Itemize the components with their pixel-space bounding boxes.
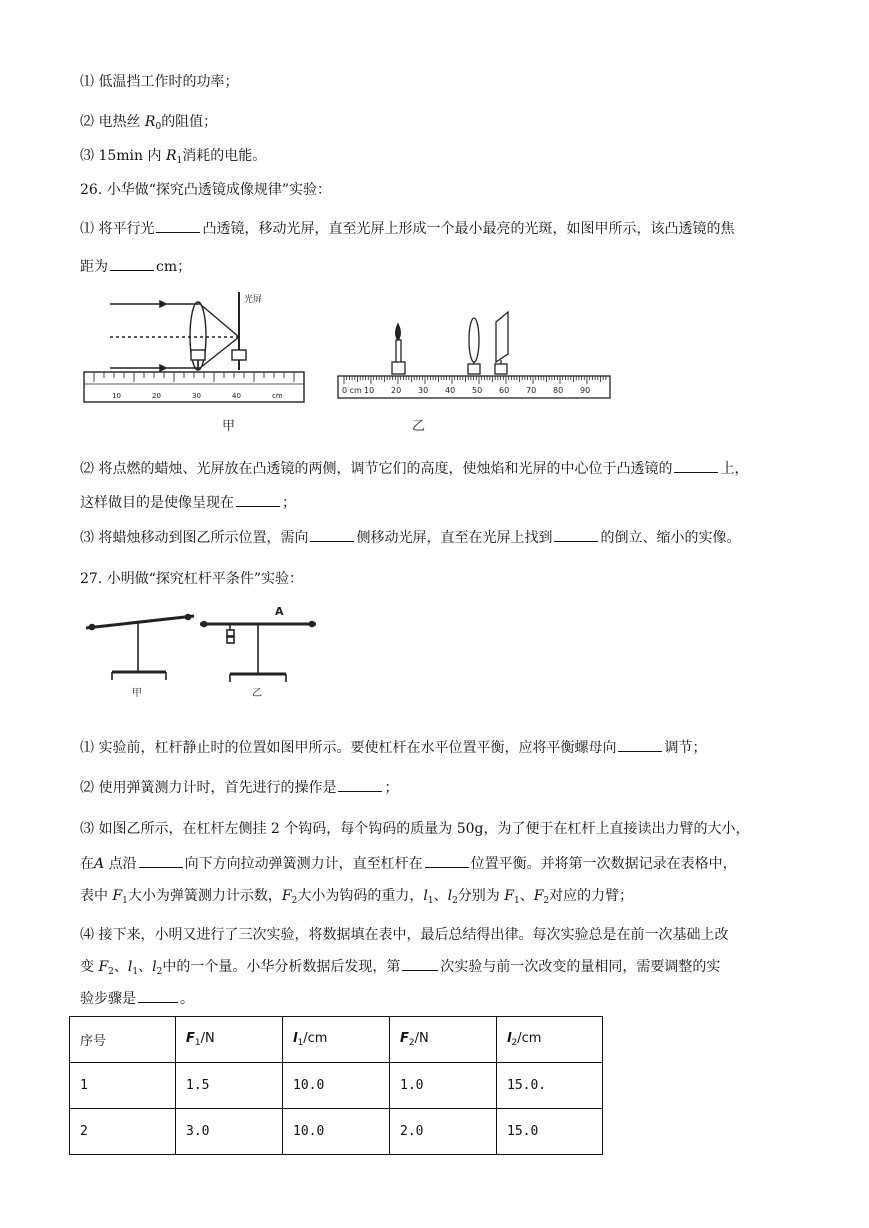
answer-blank[interactable] — [156, 220, 200, 233]
candle-holder-icon — [392, 362, 405, 374]
q27-item-3-text-i: 、 — [433, 888, 448, 904]
q25-item-2 — [80, 113, 217, 136]
var-l1: l — [127, 959, 133, 975]
q27-item-3-text-m: 对应的力臂； — [549, 888, 634, 904]
q27-item-4-text-b: 变 — [80, 959, 99, 975]
var-f1: F — [112, 888, 123, 904]
arrow-head-icon — [160, 301, 166, 307]
ruler-tick-label: 10 — [364, 386, 375, 395]
ruler-tick-label: 60 — [499, 386, 510, 395]
candle-icon — [396, 340, 401, 364]
q26-item-2-line-2 — [80, 494, 296, 512]
ruler-tick-label: 40 — [445, 386, 456, 395]
answer-blank[interactable] — [425, 855, 469, 868]
balance-nut-icon — [310, 622, 315, 627]
q25-item-3-text-a: ⑶ 15min 内 — [80, 148, 166, 164]
ruler-tick-label: 20 — [391, 386, 402, 395]
table-cell: 10.0 — [283, 1109, 390, 1155]
var-sub: 2 — [156, 967, 163, 977]
hook-weight-icon — [227, 630, 234, 636]
var-sub: 1 — [122, 896, 128, 906]
q27-title: 27. 小明做“探究杠杆平条件”实验： — [80, 571, 304, 587]
table-cell: 2 — [70, 1109, 176, 1155]
ruler-tick-label: 0 cm — [342, 386, 362, 395]
q25-item-1: ⑴ 低温挡工作时的功率； — [80, 74, 239, 90]
q26-item-2-line-1 — [80, 460, 748, 478]
arrow-head-icon — [160, 365, 166, 371]
balance-nut-icon — [186, 615, 191, 620]
q26-title: 26. 小华做“探究凸透镜成像规律”实验： — [80, 182, 332, 198]
q27-item-4-line-1: ⑷ 接下来，小明又进行了三次实验，将数据填在表中，最后总结得出律。每次实验总是在前一次基础上改 — [80, 927, 729, 943]
q27-item-4-text-g: 验步骤是 — [80, 991, 136, 1007]
ruler-tick-label: 40 — [232, 392, 241, 400]
q25-item-2-sub: 0 — [155, 122, 162, 132]
var-l1: l — [423, 888, 428, 904]
var-sub: 2 — [108, 967, 114, 977]
answer-blank[interactable] — [310, 529, 354, 542]
answer-blank[interactable] — [554, 529, 598, 542]
var-l2: l — [152, 959, 157, 975]
q27-item-2-text-b: ； — [384, 780, 399, 796]
hook-weight-icon — [227, 637, 234, 643]
q27-item-4-line-2 — [80, 958, 720, 981]
q26-item-1-text-b: 凸透镜，移动光屏，直至光屏上形成一个最小最亮的光斑，如图甲所示，该凸透镜的焦 — [202, 221, 735, 237]
q25-item-3-text-b: 消耗的电能。 — [182, 148, 267, 164]
q27-item-1 — [80, 739, 706, 757]
ruler-ticks — [344, 376, 606, 384]
figure-label-yi: 乙 — [412, 419, 426, 434]
answer-blank[interactable] — [338, 779, 382, 792]
q27-item-3-text-e: 位置平衡。并将第一次数据记录在表格中， — [470, 856, 737, 872]
figure-label-jia: 甲 — [222, 419, 236, 434]
data-table — [69, 1016, 603, 1155]
q27-item-3-text-g: 大小为弹簧测力计示数， — [127, 888, 282, 904]
q26-item-3 — [80, 529, 740, 547]
q27-item-3-text-b: 在 — [80, 856, 94, 872]
var-sub: 1 — [513, 896, 520, 906]
table-header-cell: $l_2/cm$ — [497, 1017, 603, 1063]
q27-item-3-text-h: 大小为钩码的重力， — [297, 888, 424, 904]
table-cell: 10.0 — [283, 1063, 390, 1109]
var-sub: 2 — [543, 896, 550, 906]
ruler-tick-label: 80 — [553, 386, 564, 395]
q27-item-4-line-3 — [80, 990, 194, 1008]
q25-item-2-text-a: ⑵ 电热丝 — [80, 114, 145, 130]
q25-item-3-var: R — [165, 148, 177, 164]
lever-figure — [82, 600, 332, 700]
var-f2: F — [533, 888, 544, 904]
ruler-tick-label: 10 — [112, 392, 121, 400]
table-cell: 1.0 — [390, 1063, 497, 1109]
table-header-cell: $F_2/N$ — [390, 1017, 497, 1063]
screen-holder-icon — [495, 364, 507, 374]
q27-item-4-text-e: 中的一个量。小华分析数据后发现，第 — [162, 959, 401, 975]
q25-item-3-sub: 1 — [176, 156, 183, 166]
lens-figure-jia — [82, 290, 308, 440]
figure-label-jia: 甲 — [132, 688, 142, 699]
q27-item-3-line-3 — [80, 887, 633, 910]
q26-item-1-text-a: ⑴ 将平行光 — [80, 221, 155, 237]
table-cell: 2.0 — [390, 1109, 497, 1155]
q27-item-3-text-j: 分别为 — [457, 888, 505, 904]
answer-blank[interactable] — [236, 494, 280, 507]
ruler-tick-label: 50 — [472, 386, 483, 395]
lens-holder-icon — [468, 364, 480, 374]
q27-item-1-text-b: 调节； — [664, 740, 707, 756]
table-cell: 1.5 — [176, 1063, 283, 1109]
answer-blank[interactable] — [618, 739, 662, 752]
table-cell: 15.0 — [497, 1109, 603, 1155]
answer-blank[interactable] — [402, 958, 438, 971]
q27-item-4-text-f: 次实验与前一次改变的量相同，需要调整的实 — [440, 959, 721, 975]
q25-item-2-text-b: 的阻值； — [161, 114, 218, 130]
q27-item-2-text-a: ⑵ 使用弹簧测力计时，首先进行的操作是 — [80, 780, 337, 796]
figure-label-yi: 乙 — [252, 688, 262, 699]
q27-item-3-text-k: 、 — [519, 888, 534, 904]
q25-item-2-var: R — [144, 114, 156, 130]
q26-item-3-text-c: 的倒立、缩小的实像。 — [600, 530, 741, 546]
answer-blank[interactable] — [674, 460, 718, 473]
table-header-cell: $F_1/N$ — [176, 1017, 283, 1063]
q27-item-4-text-h: 。 — [180, 991, 194, 1007]
ruler-tick-label: 90 — [580, 386, 591, 395]
q27-item-3-text-f: 表中 — [80, 888, 113, 904]
q26-item-1-line-2 — [80, 258, 191, 276]
point-a-label: A — [275, 605, 284, 618]
var-sub: 2 — [291, 896, 298, 906]
lever-bar-tilted — [86, 616, 194, 628]
q25-item-3 — [80, 147, 266, 170]
q26-item-1-text-c: 距为 — [80, 259, 108, 275]
q27-item-4-text-c: 、 — [113, 959, 128, 975]
balance-nut-icon — [202, 622, 207, 627]
lens-holder-icon — [191, 350, 205, 360]
answer-blank[interactable] — [139, 855, 183, 868]
q26-item-3-text-b: 侧移动光屏，直至在光屏上找到 — [356, 530, 553, 546]
q26-item-3-text-a: ⑶ 将蜡烛移动到图乙所示位置，需向 — [80, 530, 309, 546]
table-cell: 15.0. — [497, 1063, 603, 1109]
balance-nut-icon — [90, 625, 95, 630]
q27-item-4-text-d: 、 — [138, 959, 153, 975]
q26-item-1-text-d: cm； — [156, 259, 192, 275]
table-header-cell: 序号 — [70, 1017, 176, 1063]
var-f2: F — [98, 959, 109, 975]
q27-item-2 — [80, 779, 398, 797]
q27-item-3-text-d: 向下方向拉动弹簧测力计，直至杠杆在 — [184, 856, 423, 872]
table-cell: 3.0 — [176, 1109, 283, 1155]
candle-flame-icon — [396, 324, 401, 340]
q27-item-3-line-2 — [80, 855, 737, 873]
ruler-tick-label: 20 — [152, 392, 161, 400]
q26-item-2-text-b: 上， — [720, 461, 749, 477]
ruler-tick-label: 70 — [526, 386, 537, 395]
table-header-cell: $l_1/cm$ — [283, 1017, 390, 1063]
ruler-tick-label: 30 — [192, 392, 201, 400]
q26-item-2-text-c: 这样做目的是使像呈现在 — [80, 495, 234, 511]
q26-item-1-line-1 — [80, 220, 734, 238]
screen-icon — [496, 312, 508, 362]
var-l2: l — [447, 888, 453, 904]
var-f1: F — [504, 888, 514, 904]
ruler-tick-label: cm — [272, 392, 283, 400]
q27-item-3-line-1: ⑶ 如图乙所示，在杠杆左侧挂 2 个钩码，每个钩码的质量为 50g，为了便于在杠杆上直接读出力臂的大小， — [80, 821, 750, 837]
var-sub: 2 — [452, 896, 458, 906]
q27-item-3-text-c: 点沿 — [104, 856, 137, 872]
convex-lens-icon — [469, 318, 479, 362]
screen-holder-icon — [232, 350, 246, 360]
table-row — [70, 1109, 603, 1155]
screen-label: 光屏 — [244, 295, 263, 305]
var-sub: 1 — [132, 967, 139, 977]
ruler-tick-label: 30 — [418, 386, 429, 395]
q27-item-3-point-var: A — [94, 856, 105, 872]
table-cell: 1 — [70, 1063, 176, 1109]
answer-blank[interactable] — [110, 258, 154, 271]
var-f2: F — [281, 888, 292, 904]
var-sub: 1 — [427, 896, 434, 906]
lens-figure-yi — [336, 302, 618, 436]
table-header-row — [70, 1017, 603, 1063]
q26-item-2-text-a: ⑵ 将点燃的蜡烛、光屏放在凸透镜的两侧，调节它们的高度，使烛焰和光屏的中心位于凸透镜的 — [80, 461, 673, 477]
answer-blank[interactable] — [138, 990, 178, 1003]
q27-item-1-text-a: ⑴ 实验前，杠杆静止时的位置如图甲所示。要使杠杆在水平位置平衡，应将平衡螺母向 — [80, 740, 617, 756]
q26-item-2-text-d: ； — [282, 495, 296, 511]
table-row — [70, 1063, 603, 1109]
